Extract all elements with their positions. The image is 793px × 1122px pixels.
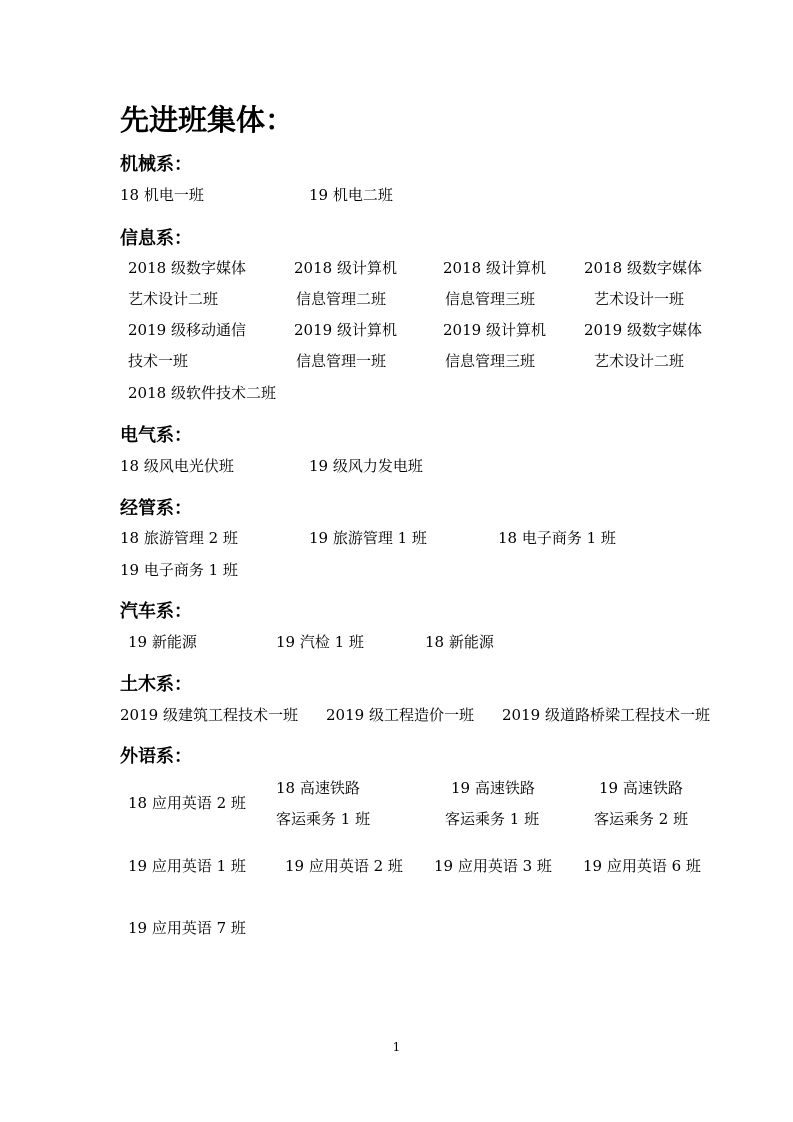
class-item: 18 新能源 xyxy=(425,633,494,651)
class-item: 客运乘务 1 班 xyxy=(445,810,540,828)
dept-heading-qiche: 汽车系： xyxy=(120,601,192,622)
class-item: 客运乘务 1 班 xyxy=(276,810,371,828)
class-item: 18 机电一班 xyxy=(120,186,204,204)
dept-heading-xinxi: 信息系： xyxy=(120,228,192,249)
class-item: 19 电子商务 1 班 xyxy=(120,561,238,579)
class-item: 2019 级移动通信 xyxy=(128,321,246,339)
class-item: 2019 级计算机 xyxy=(443,321,546,339)
class-item: 2018 级数字媒体 xyxy=(128,259,246,277)
class-item: 19 应用英语 6 班 xyxy=(583,857,701,875)
dept-heading-waiyu: 外语系： xyxy=(120,746,192,767)
class-item: 艺术设计二班 xyxy=(128,290,219,308)
class-item: 2018 级计算机 xyxy=(294,259,397,277)
class-item: 18 电子商务 1 班 xyxy=(498,529,616,547)
class-item: 技术一班 xyxy=(128,352,189,370)
class-item: 2019 级工程造价一班 xyxy=(326,706,474,724)
dept-heading-dianqi: 电气系： xyxy=(120,425,192,446)
class-item: 19 汽检 1 班 xyxy=(276,633,364,651)
class-item: 信息管理一班 xyxy=(296,352,387,370)
class-item: 18 高速铁路 xyxy=(276,779,360,797)
class-item: 信息管理三班 xyxy=(445,290,536,308)
class-item: 信息管理三班 xyxy=(445,352,536,370)
class-item: 19 机电二班 xyxy=(309,186,393,204)
class-item: 客运乘务 2 班 xyxy=(594,810,689,828)
page-title: 先进班集体： xyxy=(120,103,295,137)
class-item: 信息管理二班 xyxy=(296,290,387,308)
class-item: 艺术设计二班 xyxy=(594,352,685,370)
class-item: 19 应用英语 7 班 xyxy=(128,919,246,937)
class-item: 艺术设计一班 xyxy=(594,290,685,308)
class-item: 19 新能源 xyxy=(128,633,197,651)
class-item: 18 级风电光伏班 xyxy=(120,457,234,475)
class-item: 19 应用英语 3 班 xyxy=(434,857,552,875)
dept-heading-jixie: 机械系： xyxy=(120,154,192,175)
class-item: 2019 级道路桥梁工程技术一班 xyxy=(502,706,710,724)
class-item: 2018 级软件技术二班 xyxy=(128,384,276,402)
class-item: 18 旅游管理 2 班 xyxy=(120,529,238,547)
class-item: 2019 级数字媒体 xyxy=(584,321,702,339)
class-item: 19 旅游管理 1 班 xyxy=(309,529,427,547)
page-number: 1 xyxy=(392,1040,401,1054)
class-item: 19 高速铁路 xyxy=(451,779,535,797)
class-item: 19 高速铁路 xyxy=(599,779,683,797)
class-item: 19 应用英语 1 班 xyxy=(128,857,246,875)
class-item: 2019 级建筑工程技术一班 xyxy=(120,706,298,724)
class-item: 2018 级计算机 xyxy=(443,259,546,277)
class-item: 18 应用英语 2 班 xyxy=(128,794,246,812)
class-item: 2019 级计算机 xyxy=(294,321,397,339)
dept-heading-tumu: 土木系： xyxy=(120,674,192,695)
class-item: 19 应用英语 2 班 xyxy=(285,857,403,875)
dept-heading-jingguan: 经管系： xyxy=(120,498,192,519)
class-item: 2018 级数字媒体 xyxy=(584,259,702,277)
class-item: 19 级风力发电班 xyxy=(309,457,423,475)
